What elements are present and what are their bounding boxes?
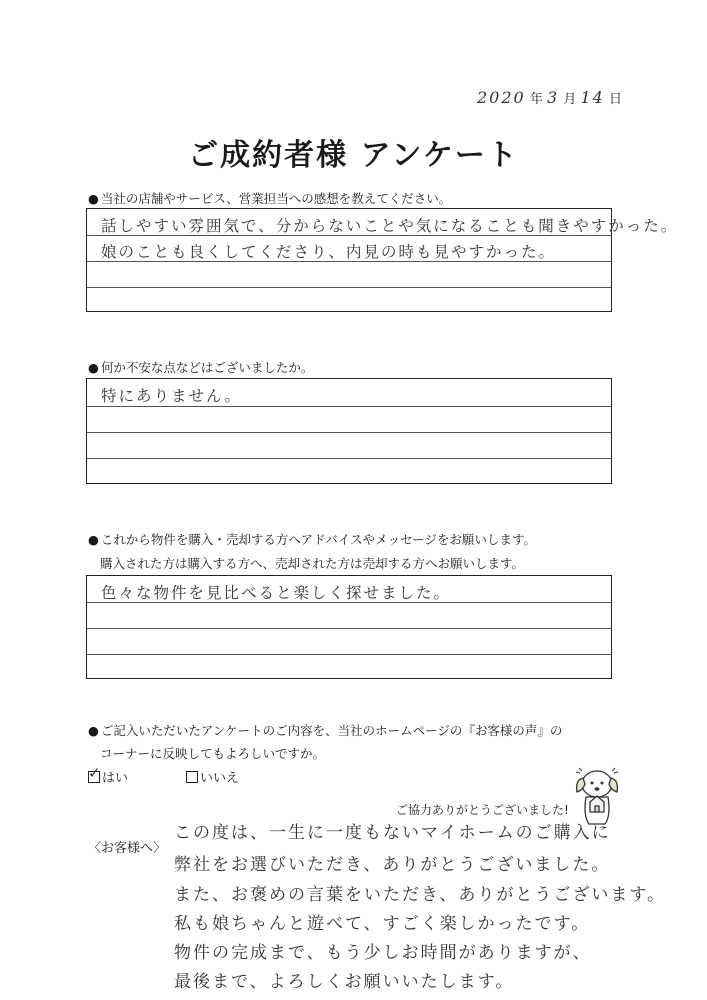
bullet-icon: ● — [88, 191, 99, 206]
consent-options — [88, 763, 240, 786]
date — [0, 88, 622, 107]
customer-line-6: 最後まで、よろしくお願いいたします。 — [174, 972, 515, 992]
checkmark-icon: ✓ — [88, 763, 101, 782]
date-month-unit: 月 — [563, 92, 577, 107]
date-year: 2020 — [476, 88, 526, 107]
question-1 — [88, 189, 451, 207]
question-2 — [88, 358, 313, 376]
bullet-icon: ● — [88, 360, 99, 375]
question-4 — [88, 721, 562, 739]
question-3-text-line-1: これから物件を購入・売却する方へアドバイスやメッセージをお願いします。 — [100, 532, 536, 547]
answer-3-line-1: 色々な物件を見比べると楽しく探せました。 — [101, 584, 452, 602]
customer-line-5: 物件の完成まで、もう少しお時間がありますが、 — [174, 943, 592, 963]
date-year-unit: 年 — [529, 92, 543, 107]
question-3 — [88, 530, 536, 548]
customer-line-4: 私も娘ちゃんと遊べて、すごく楽しかったです。 — [174, 914, 591, 934]
date-day-unit: 日 — [608, 92, 622, 107]
answer-1-line-2: 娘のことも良くしてくださり、内見の時も見やすかった。 — [101, 243, 557, 261]
checkbox-yes[interactable] — [88, 763, 101, 783]
consent-no[interactable] — [186, 767, 239, 786]
ruled-line — [87, 458, 611, 459]
answer-1-line-1: 話しやすい雰囲気で、分からないことや気になることも聞きやすかった。 — [101, 217, 679, 235]
customer-line-1: この度は、一生に一度もないマイホームのご購入に — [174, 823, 611, 843]
consent-yes-label: はい — [102, 771, 129, 786]
question-1-text: 当社の店舗やサービス、営業担当への感想を教えてください。 — [100, 191, 452, 206]
bullet-icon: ● — [88, 723, 99, 738]
consent-yes[interactable] — [88, 763, 129, 786]
question-3-text-line-2: 購入された方は購入する方へ、売却された方は売却する方へお願いします。 — [100, 556, 525, 571]
customer-label: 〈お客様へ〉 — [88, 841, 167, 856]
question-2-text: 何か不安な点などはございましたか。 — [100, 360, 314, 375]
page-title: ご成約者様 アンケート — [188, 138, 519, 173]
answer-box-1 — [86, 208, 679, 312]
ruled-line — [87, 654, 611, 655]
ruled-line — [87, 432, 611, 433]
answer-box-2 — [86, 378, 612, 484]
customer-line-2: 弊社をお選びいただき、ありがとうございました。 — [174, 855, 611, 875]
ruled-line — [87, 406, 611, 407]
date-day: 14 — [580, 88, 605, 107]
answer-2-line-1: 特にありません。 — [101, 387, 242, 405]
ruled-line — [87, 287, 611, 288]
ruled-line — [87, 628, 611, 629]
thanks-text: ご協力ありがとうございました! — [396, 803, 569, 817]
bullet-icon: ● — [88, 532, 99, 547]
question-4-text-line-1: ご記入いただいたアンケートのご内容を、当社のホームページの『お客様の声』の — [100, 723, 563, 738]
consent-no-label: いいえ — [200, 771, 240, 786]
date-month: 3 — [547, 88, 560, 107]
customer-line-3: また、お褒めの言葉をいただき、ありがとうございます。 — [174, 885, 666, 905]
checkbox-no[interactable] — [186, 771, 198, 783]
answer-box-3 — [86, 575, 612, 679]
question-4-text-line-2: コーナーに反映してもよろしいですか。 — [100, 746, 326, 761]
